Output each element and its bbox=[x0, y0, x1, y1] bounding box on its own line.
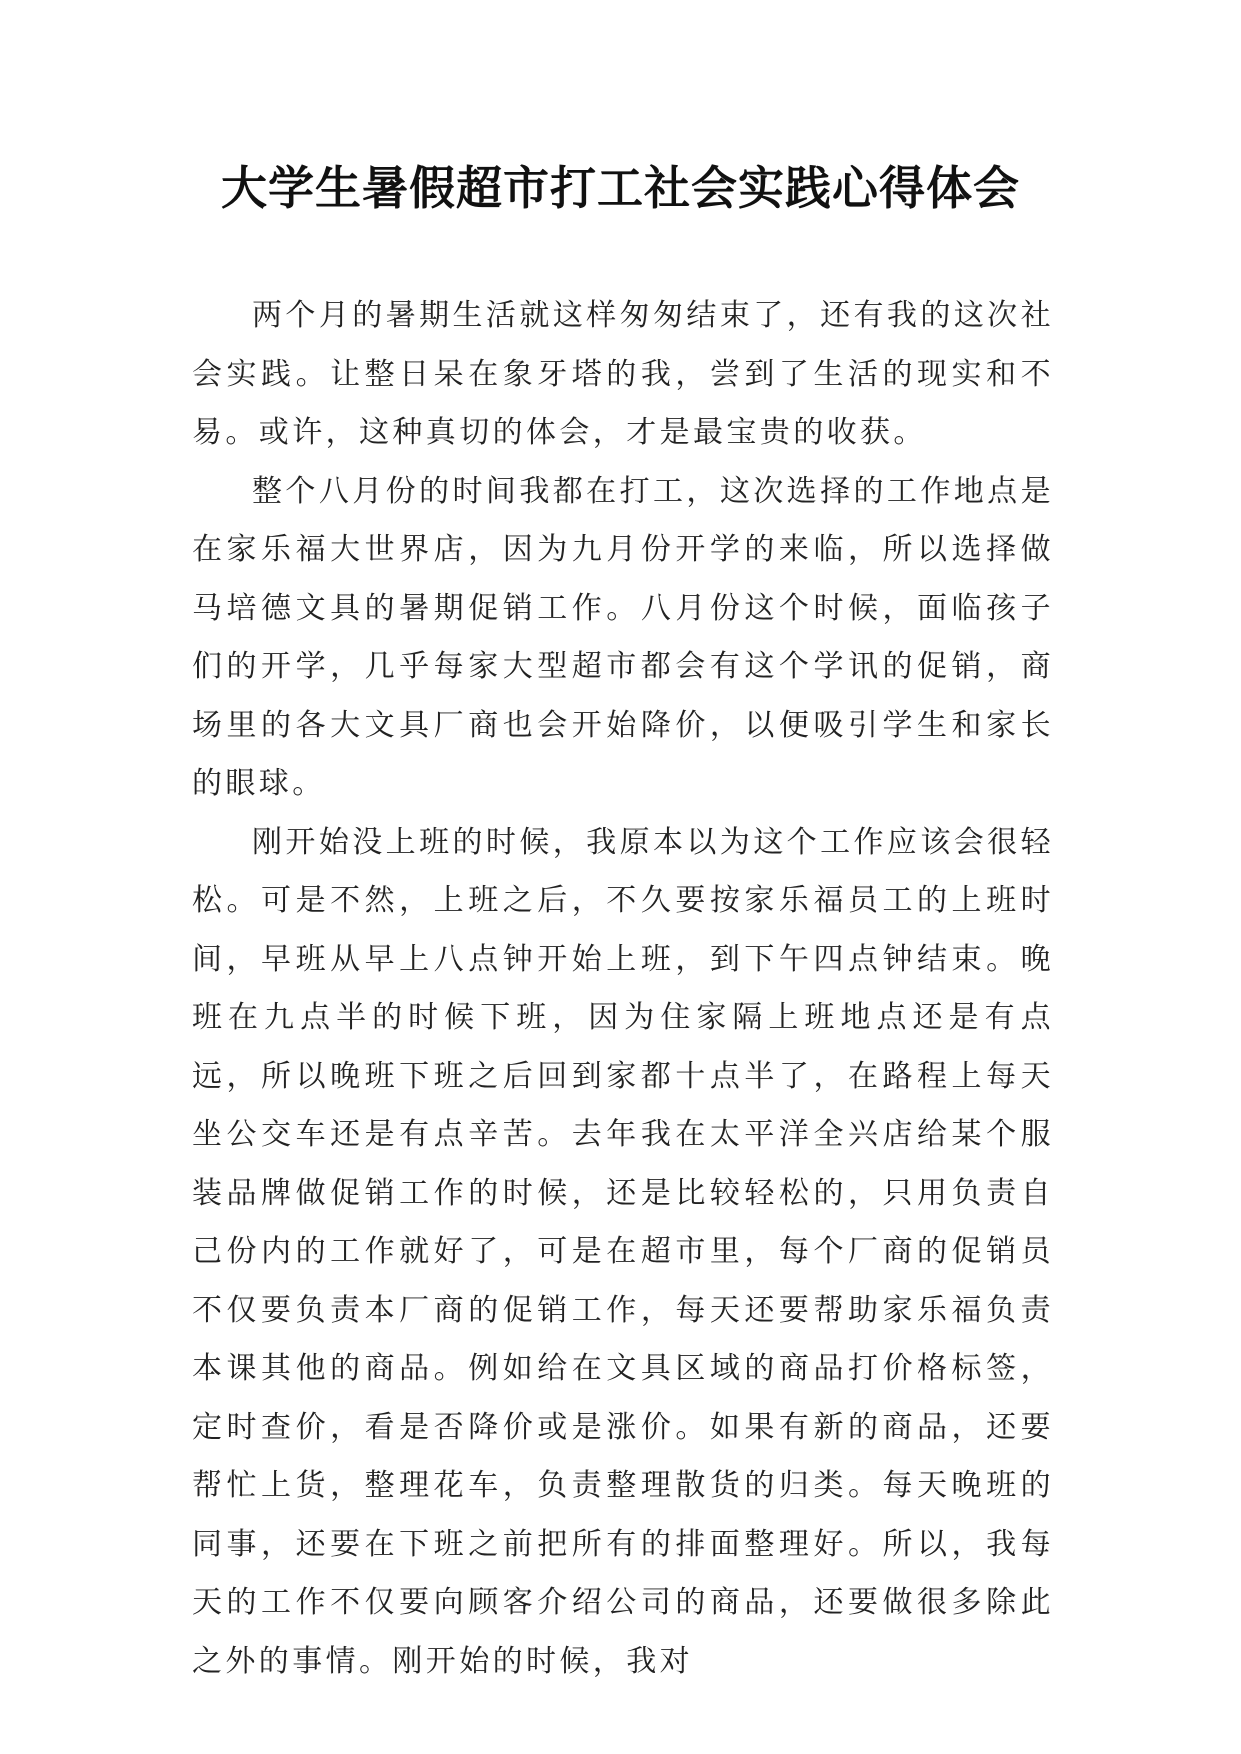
paragraph: 两个月的暑期生活就这样匆匆结束了，还有我的这次社会实践。让整日呆在象牙塔的我，尝到了生活的现实和不易。或许，这种真切的体会，才是最宝贵的收获。 bbox=[192, 298, 1054, 450]
document-body bbox=[192, 287, 1054, 1691]
document-title: 大学生暑假超市打工社会实践心得体会 bbox=[221, 161, 1020, 215]
paragraph: 刚开始没上班的时候，我原本以为这个工作应该会很轻松。可是不然，上班之后，不久要按家乐福员工的上班时间，早班从早上八点钟开始上班，到下午四点钟结束。晚班在九点半的时候下班，因为住家隔上班地点还是有点远，所以晚班下班之后回到家都十点半了，在路程上每天坐公交车还是有点辛苦。去年我在太平洋全兴店给某个服装品牌做促销工作的时候，还是比较轻松的，只用负责自己份内的工作就好了，可是在超市里，每个厂商的促销员不仅要负责本厂商的促销工作，每天还要帮助家乐福负责本课其他的商品。例如给在文具区域的商品打价格标签，定时查价，看是否降价或是涨价。如果有新的商品，还要帮忙上货，整理花车，负责整理散货的归类。每天晚班的同事，还要在下班之前把所有的排面整理好。所以，我每天的工作不仅要向顾客介绍公司的商品，还要做很多除此之外的事情。刚开始的时候，我对 bbox=[192, 824, 1054, 1679]
paragraph: 整个八月份的时间我都在打工，这次选择的工作地点是在家乐福大世界店，因为九月份开学的来临，所以选择做马培德文具的暑期促销工作。八月份这个时候，面临孩子们的开学，几乎每家大型超市都会有这个学讯的促销，商场里的各大文具厂商也会开始降价，以便吸引学生和家长的眼球。 bbox=[192, 473, 1054, 801]
